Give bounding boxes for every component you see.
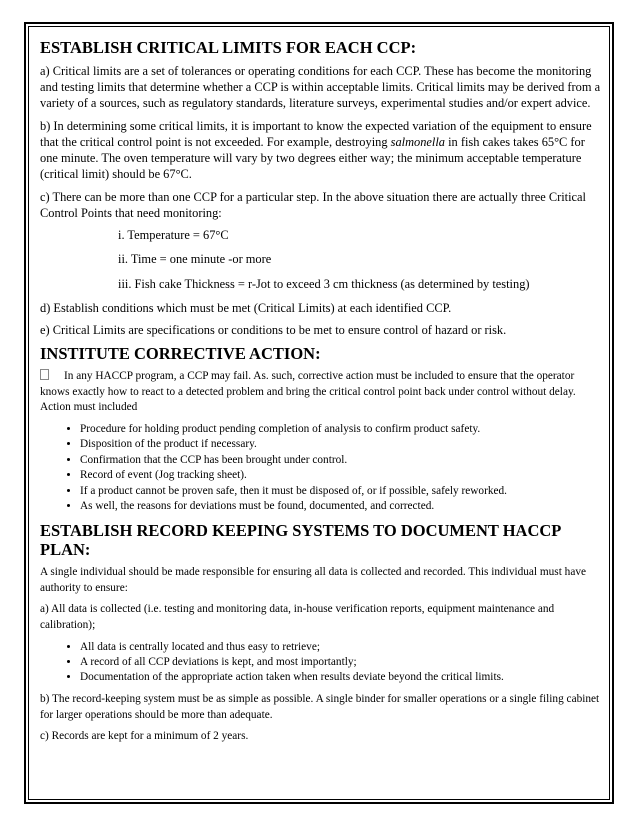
list-item: • As well, the reasons for deviations must be found, documented, and corrected. <box>80 499 602 514</box>
list-item: • Documentation of the appropriate action taken when results deviate beyond the critical limits. <box>80 670 602 685</box>
corrective-action-list <box>40 422 602 515</box>
critical-limits-para-b <box>40 118 602 183</box>
corrective-action-intro <box>40 369 602 416</box>
ccp-item-temperature: i. Temperature = 67°C <box>118 228 229 243</box>
ccp-item-time: ii. Time = one minute -or more <box>118 252 272 267</box>
list-item: • Record of event (Jog tracking sheet). <box>80 468 602 483</box>
record-keeping-para-b: b) The record-keeping system must be as simple as possible. A single binder for smaller operations or a single filing cabinet for larger operations should be more than adequate. <box>40 692 600 721</box>
list-item: • Disposition of the product if necessary. <box>80 437 602 452</box>
heading-corrective-action: INSTITUTE CORRECTIVE ACTION: <box>40 344 321 364</box>
record-keeping-list <box>40 640 602 686</box>
para-b-italic-term: salmonella <box>390 134 446 149</box>
ccp-item-thickness: iii. Fish cake Thickness = r-Jot to exceed 3 cm thickness (as determined by testing) <box>118 276 530 291</box>
corrective-action-intro-text: In any HACCP program, a CCP may fail. As. such, corrective action must be included to ensure that the operator knows exactly how to react to a detected problem and bring the critical control point back under control without delay. Action must included <box>40 370 576 414</box>
list-item: • A record of all CCP deviations is kept, and most importantly; <box>80 655 602 670</box>
record-keeping-para-c: c) Records are kept for a minimum of 2 years. <box>40 730 249 743</box>
critical-limits-para-e: e) Critical Limits are specifications or conditions to be met to ensure control of hazard or risk. <box>40 323 507 338</box>
para-b-text-start: b) In determining some critical limits, it is important to know the expected variation of the equipment to ensure that the critical control point is not exceeded. For example, destroying <box>40 118 592 149</box>
critical-limits-para-a: a) Critical limits are a set of tolerances or operating conditions for each CCP. These has become the monitoring and testing limits that determine whether a CCP is within acceptable limits. Critical limits may be derived from a variety of a sources, such as regulatory standards, literature surveys, experimental studies and/or expert advice. <box>40 63 601 111</box>
list-item: • All data is centrally located and thus easy to retrieve; <box>80 640 602 655</box>
record-keeping-intro: A single individual should be made responsible for ensuring all data is collected and recorded. This individual must have authority to ensure: <box>40 566 586 594</box>
list-item: • If a product cannot be proven safe, then it must be disposed of, or if possible, safely reworked. <box>80 484 602 499</box>
list-item: • Confirmation that the CCP has been brought under control. <box>80 453 602 468</box>
heading-record-keeping: ESTABLISH RECORD KEEPING SYSTEMS TO DOCUMENT HACCP PLAN: <box>40 520 561 560</box>
heading-critical-limits: ESTABLISH CRITICAL LIMITS FOR EACH CCP: <box>40 38 417 57</box>
para-b-text-end: in fish cakes takes 65°C for one minute. The oven temperature will vary by two degrees either way; the minimum acceptable temperature (critical limit) should be 67°C. <box>40 134 585 182</box>
list-item: • Procedure for holding product pending completion of analysis to confirm product safety. <box>80 422 602 437</box>
document-body <box>40 38 602 751</box>
critical-limits-para-c: c) There can be more than one CCP for a particular step. In the above situation there are actually three Critical Control Points that need monitoring: <box>40 189 586 220</box>
record-keeping-para-a: a) All data is collected (i.e. testing and monitoring data, in-house verification reports, equipment maintenance and calibration); <box>40 603 555 631</box>
missing-glyph-icon <box>40 369 49 380</box>
critical-limits-para-d: d) Establish conditions which must be met (Critical Limits) at each identified CCP. <box>40 300 452 315</box>
